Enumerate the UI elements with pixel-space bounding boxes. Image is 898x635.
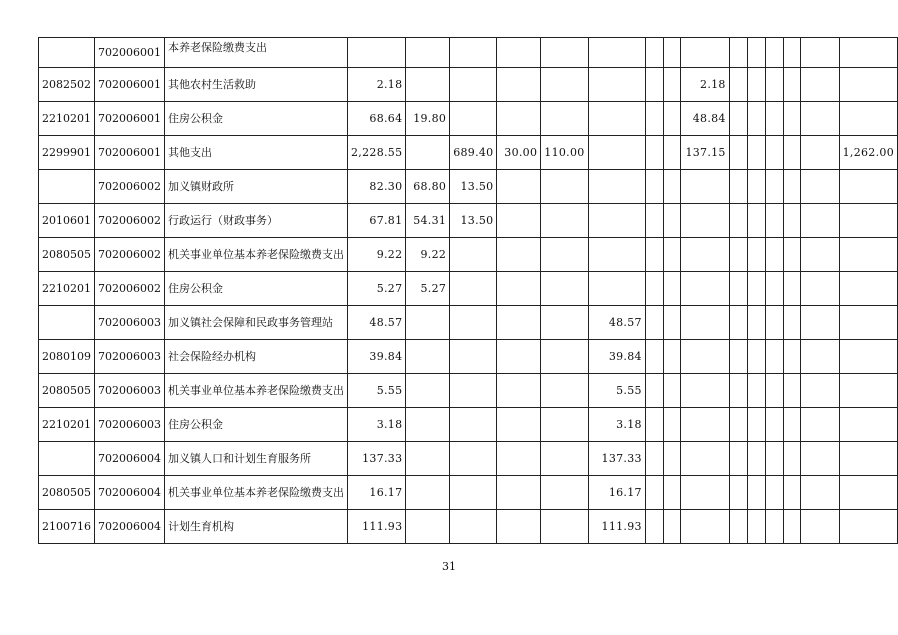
- unit-code-cell: 702006002: [95, 170, 165, 204]
- item-name-cell: 加义镇社会保障和民政事务管理站: [165, 306, 348, 340]
- amount-cell: [765, 272, 783, 306]
- amount-cell: [729, 510, 747, 544]
- amount-cell: [765, 136, 783, 170]
- amount-cell: [729, 408, 747, 442]
- amount-cell: [450, 340, 497, 374]
- amount-cell: [497, 510, 541, 544]
- table-row: [39, 374, 898, 408]
- amount-cell: 111.93: [348, 510, 406, 544]
- amount-cell: [784, 306, 801, 340]
- amount-cell: 689.40: [450, 136, 497, 170]
- amount-cell: [541, 68, 588, 102]
- amount-cell: [541, 238, 588, 272]
- amount-cell: [839, 238, 897, 272]
- amount-cell: [839, 374, 897, 408]
- amount-cell: 16.17: [348, 476, 406, 510]
- amount-cell: [497, 476, 541, 510]
- amount-cell: [406, 442, 450, 476]
- amount-cell: [765, 204, 783, 238]
- amount-cell: 5.55: [588, 374, 645, 408]
- amount-cell: [588, 170, 645, 204]
- amount-cell: [680, 510, 729, 544]
- amount-cell: [800, 272, 839, 306]
- amount-cell: [588, 238, 645, 272]
- amount-cell: [729, 306, 747, 340]
- amount-cell: [406, 408, 450, 442]
- amount-cell: [839, 408, 897, 442]
- table-row: [39, 510, 898, 544]
- amount-cell: [348, 38, 406, 68]
- item-name-cell: 机关事业单位基本养老保险缴费支出: [165, 374, 348, 408]
- amount-cell: 67.81: [348, 204, 406, 238]
- amount-cell: [765, 306, 783, 340]
- amount-cell: [784, 38, 801, 68]
- amount-cell: [645, 170, 663, 204]
- amount-cell: [588, 68, 645, 102]
- amount-cell: [450, 408, 497, 442]
- amount-cell: [645, 510, 663, 544]
- function-code-cell: 2210201: [39, 102, 95, 136]
- amount-cell: 5.27: [406, 272, 450, 306]
- table-row: [39, 170, 898, 204]
- unit-code-cell: 702006001: [95, 38, 165, 68]
- amount-cell: [663, 272, 680, 306]
- amount-cell: [663, 38, 680, 68]
- item-name-cell: 机关事业单位基本养老保险缴费支出: [165, 238, 348, 272]
- amount-cell: [729, 442, 747, 476]
- amount-cell: [406, 68, 450, 102]
- function-code-cell: [39, 306, 95, 340]
- amount-cell: [784, 136, 801, 170]
- function-code-cell: [39, 38, 95, 68]
- table-row: [39, 102, 898, 136]
- amount-cell: [680, 442, 729, 476]
- amount-cell: [450, 238, 497, 272]
- amount-cell: [800, 340, 839, 374]
- amount-cell: 137.33: [348, 442, 406, 476]
- amount-cell: [729, 238, 747, 272]
- function-code-cell: 2299901: [39, 136, 95, 170]
- amount-cell: [784, 68, 801, 102]
- amount-cell: [747, 374, 765, 408]
- item-name-cell: 计划生育机构: [165, 510, 348, 544]
- amount-cell: [800, 136, 839, 170]
- amount-cell: [588, 38, 645, 68]
- amount-cell: [645, 204, 663, 238]
- amount-cell: [680, 170, 729, 204]
- amount-cell: 82.30: [348, 170, 406, 204]
- amount-cell: [663, 306, 680, 340]
- amount-cell: [729, 204, 747, 238]
- table-row: [39, 204, 898, 238]
- amount-cell: 68.64: [348, 102, 406, 136]
- amount-cell: [406, 340, 450, 374]
- amount-cell: [747, 408, 765, 442]
- item-name-cell: 行政运行（财政事务）: [165, 204, 348, 238]
- amount-cell: [784, 272, 801, 306]
- amount-cell: [645, 238, 663, 272]
- amount-cell: [680, 38, 729, 68]
- amount-cell: [497, 340, 541, 374]
- amount-cell: [729, 272, 747, 306]
- amount-cell: [784, 102, 801, 136]
- amount-cell: [765, 476, 783, 510]
- function-code-cell: [39, 442, 95, 476]
- function-code-cell: 2100716: [39, 510, 95, 544]
- amount-cell: [765, 374, 783, 408]
- amount-cell: [663, 68, 680, 102]
- amount-cell: [839, 68, 897, 102]
- amount-cell: [784, 510, 801, 544]
- unit-code-cell: 702006002: [95, 272, 165, 306]
- table-row: [39, 238, 898, 272]
- amount-cell: [497, 238, 541, 272]
- amount-cell: [784, 408, 801, 442]
- amount-cell: [839, 442, 897, 476]
- amount-cell: 13.50: [450, 170, 497, 204]
- amount-cell: 16.17: [588, 476, 645, 510]
- amount-cell: [765, 170, 783, 204]
- function-code-cell: 2080109: [39, 340, 95, 374]
- item-name-cell: 住房公积金: [165, 272, 348, 306]
- table-row: [39, 442, 898, 476]
- amount-cell: [497, 408, 541, 442]
- amount-cell: [800, 374, 839, 408]
- amount-cell: [645, 408, 663, 442]
- unit-code-cell: 702006001: [95, 102, 165, 136]
- table-body: [39, 38, 898, 544]
- budget-table: [38, 37, 898, 544]
- amount-cell: [406, 306, 450, 340]
- amount-cell: 9.22: [406, 238, 450, 272]
- amount-cell: [680, 272, 729, 306]
- amount-cell: 30.00: [497, 136, 541, 170]
- amount-cell: [588, 136, 645, 170]
- amount-cell: [450, 442, 497, 476]
- amount-cell: [497, 170, 541, 204]
- amount-cell: [747, 510, 765, 544]
- amount-cell: [839, 476, 897, 510]
- amount-cell: 2.18: [680, 68, 729, 102]
- table-row: [39, 476, 898, 510]
- amount-cell: [747, 340, 765, 374]
- amount-cell: 39.84: [588, 340, 645, 374]
- amount-cell: [663, 442, 680, 476]
- amount-cell: [765, 68, 783, 102]
- amount-cell: [450, 374, 497, 408]
- unit-code-cell: 702006003: [95, 374, 165, 408]
- amount-cell: [541, 306, 588, 340]
- amount-cell: [747, 306, 765, 340]
- amount-cell: 2.18: [348, 68, 406, 102]
- amount-cell: [765, 102, 783, 136]
- amount-cell: 1,262.00: [839, 136, 897, 170]
- amount-cell: 5.27: [348, 272, 406, 306]
- amount-cell: [839, 340, 897, 374]
- item-name-cell: 机关事业单位基本养老保险缴费支出: [165, 476, 348, 510]
- amount-cell: 3.18: [348, 408, 406, 442]
- amount-cell: [747, 238, 765, 272]
- function-code-cell: 2210201: [39, 408, 95, 442]
- amount-cell: [729, 38, 747, 68]
- amount-cell: [588, 204, 645, 238]
- amount-cell: [839, 272, 897, 306]
- function-code-cell: 2080505: [39, 374, 95, 408]
- amount-cell: [588, 272, 645, 306]
- unit-code-cell: 702006001: [95, 68, 165, 102]
- amount-cell: [729, 476, 747, 510]
- item-name-cell: 住房公积金: [165, 408, 348, 442]
- amount-cell: [645, 102, 663, 136]
- function-code-cell: 2080505: [39, 476, 95, 510]
- unit-code-cell: 702006004: [95, 476, 165, 510]
- unit-code-cell: 702006003: [95, 340, 165, 374]
- amount-cell: 48.84: [680, 102, 729, 136]
- amount-cell: 13.50: [450, 204, 497, 238]
- amount-cell: [450, 510, 497, 544]
- amount-cell: [765, 442, 783, 476]
- amount-cell: [450, 68, 497, 102]
- amount-cell: [839, 204, 897, 238]
- unit-code-cell: 702006001: [95, 136, 165, 170]
- amount-cell: [497, 102, 541, 136]
- amount-cell: [800, 170, 839, 204]
- amount-cell: [784, 476, 801, 510]
- amount-cell: 54.31: [406, 204, 450, 238]
- amount-cell: [541, 408, 588, 442]
- amount-cell: [663, 136, 680, 170]
- amount-cell: [839, 306, 897, 340]
- amount-cell: [839, 170, 897, 204]
- amount-cell: [645, 68, 663, 102]
- amount-cell: [450, 272, 497, 306]
- amount-cell: [663, 476, 680, 510]
- amount-cell: [541, 204, 588, 238]
- amount-cell: 39.84: [348, 340, 406, 374]
- amount-cell: [663, 510, 680, 544]
- amount-cell: [541, 476, 588, 510]
- amount-cell: [645, 272, 663, 306]
- amount-cell: [729, 374, 747, 408]
- amount-cell: [406, 136, 450, 170]
- amount-cell: [800, 476, 839, 510]
- amount-cell: [541, 510, 588, 544]
- amount-cell: 137.15: [680, 136, 729, 170]
- amount-cell: [839, 510, 897, 544]
- item-name-cell: 住房公积金: [165, 102, 348, 136]
- amount-cell: [541, 340, 588, 374]
- amount-cell: [645, 136, 663, 170]
- amount-cell: [765, 238, 783, 272]
- amount-cell: 68.80: [406, 170, 450, 204]
- amount-cell: [497, 306, 541, 340]
- table-row: [39, 68, 898, 102]
- table-row: [39, 136, 898, 170]
- amount-cell: [747, 204, 765, 238]
- amount-cell: [784, 374, 801, 408]
- amount-cell: [406, 38, 450, 68]
- amount-cell: 2,228.55: [348, 136, 406, 170]
- item-name-cell: 加义镇财政所: [165, 170, 348, 204]
- amount-cell: [680, 374, 729, 408]
- amount-cell: [541, 38, 588, 68]
- amount-cell: [645, 442, 663, 476]
- amount-cell: [663, 408, 680, 442]
- amount-cell: [663, 340, 680, 374]
- amount-cell: [784, 204, 801, 238]
- amount-cell: [747, 68, 765, 102]
- amount-cell: 9.22: [348, 238, 406, 272]
- amount-cell: [588, 102, 645, 136]
- item-name-cell: 本养老保险缴费支出: [165, 38, 348, 68]
- function-code-cell: 2010601: [39, 204, 95, 238]
- table-row: [39, 340, 898, 374]
- amount-cell: [800, 238, 839, 272]
- amount-cell: [784, 170, 801, 204]
- amount-cell: [541, 102, 588, 136]
- function-code-cell: 2210201: [39, 272, 95, 306]
- amount-cell: [800, 510, 839, 544]
- amount-cell: [839, 102, 897, 136]
- amount-cell: [784, 340, 801, 374]
- amount-cell: [645, 340, 663, 374]
- amount-cell: [784, 442, 801, 476]
- amount-cell: [645, 306, 663, 340]
- amount-cell: [450, 102, 497, 136]
- amount-cell: [645, 374, 663, 408]
- amount-cell: [765, 408, 783, 442]
- amount-cell: [729, 170, 747, 204]
- amount-cell: [680, 204, 729, 238]
- table-row: [39, 408, 898, 442]
- amount-cell: 3.18: [588, 408, 645, 442]
- amount-cell: [729, 136, 747, 170]
- amount-cell: [747, 136, 765, 170]
- amount-cell: [450, 476, 497, 510]
- item-name-cell: 其他农村生活救助: [165, 68, 348, 102]
- amount-cell: [765, 340, 783, 374]
- amount-cell: [747, 442, 765, 476]
- amount-cell: [450, 306, 497, 340]
- amount-cell: [680, 408, 729, 442]
- table-row: [39, 306, 898, 340]
- amount-cell: [800, 408, 839, 442]
- amount-cell: [541, 272, 588, 306]
- amount-cell: [541, 170, 588, 204]
- amount-cell: [729, 340, 747, 374]
- amount-cell: [645, 38, 663, 68]
- amount-cell: [839, 38, 897, 68]
- amount-cell: [747, 38, 765, 68]
- amount-cell: 48.57: [348, 306, 406, 340]
- amount-cell: [680, 476, 729, 510]
- amount-cell: [800, 204, 839, 238]
- amount-cell: 137.33: [588, 442, 645, 476]
- amount-cell: [497, 442, 541, 476]
- amount-cell: [800, 306, 839, 340]
- amount-cell: [680, 238, 729, 272]
- unit-code-cell: 702006003: [95, 306, 165, 340]
- amount-cell: 5.55: [348, 374, 406, 408]
- amount-cell: [747, 170, 765, 204]
- amount-cell: [784, 238, 801, 272]
- table-row: [39, 38, 898, 68]
- amount-cell: 110.00: [541, 136, 588, 170]
- amount-cell: [541, 442, 588, 476]
- amount-cell: [680, 306, 729, 340]
- amount-cell: [729, 68, 747, 102]
- amount-cell: 19.80: [406, 102, 450, 136]
- amount-cell: [406, 374, 450, 408]
- amount-cell: [765, 38, 783, 68]
- amount-cell: [800, 38, 839, 68]
- amount-cell: [800, 68, 839, 102]
- function-code-cell: 2082502: [39, 68, 95, 102]
- item-name-cell: 加义镇人口和计划生育服务所: [165, 442, 348, 476]
- amount-cell: [497, 204, 541, 238]
- amount-cell: [645, 476, 663, 510]
- unit-code-cell: 702006004: [95, 442, 165, 476]
- page-number: 31: [442, 560, 456, 573]
- amount-cell: 48.57: [588, 306, 645, 340]
- function-code-cell: 2080505: [39, 238, 95, 272]
- amount-cell: [729, 102, 747, 136]
- amount-cell: [663, 374, 680, 408]
- amount-cell: [800, 442, 839, 476]
- unit-code-cell: 702006004: [95, 510, 165, 544]
- unit-code-cell: 702006003: [95, 408, 165, 442]
- amount-cell: [663, 238, 680, 272]
- amount-cell: [800, 102, 839, 136]
- amount-cell: [497, 38, 541, 68]
- amount-cell: [663, 102, 680, 136]
- amount-cell: [450, 38, 497, 68]
- amount-cell: [497, 68, 541, 102]
- amount-cell: [497, 374, 541, 408]
- amount-cell: [663, 170, 680, 204]
- function-code-cell: [39, 170, 95, 204]
- amount-cell: [663, 204, 680, 238]
- unit-code-cell: 702006002: [95, 238, 165, 272]
- amount-cell: [680, 340, 729, 374]
- unit-code-cell: 702006002: [95, 204, 165, 238]
- amount-cell: [541, 374, 588, 408]
- item-name-cell: 社会保险经办机构: [165, 340, 348, 374]
- item-name-cell: 其他支出: [165, 136, 348, 170]
- amount-cell: [747, 102, 765, 136]
- table-row: [39, 272, 898, 306]
- amount-cell: [765, 510, 783, 544]
- amount-cell: [747, 272, 765, 306]
- amount-cell: [747, 476, 765, 510]
- amount-cell: [497, 272, 541, 306]
- amount-cell: [406, 476, 450, 510]
- amount-cell: 111.93: [588, 510, 645, 544]
- amount-cell: [406, 510, 450, 544]
